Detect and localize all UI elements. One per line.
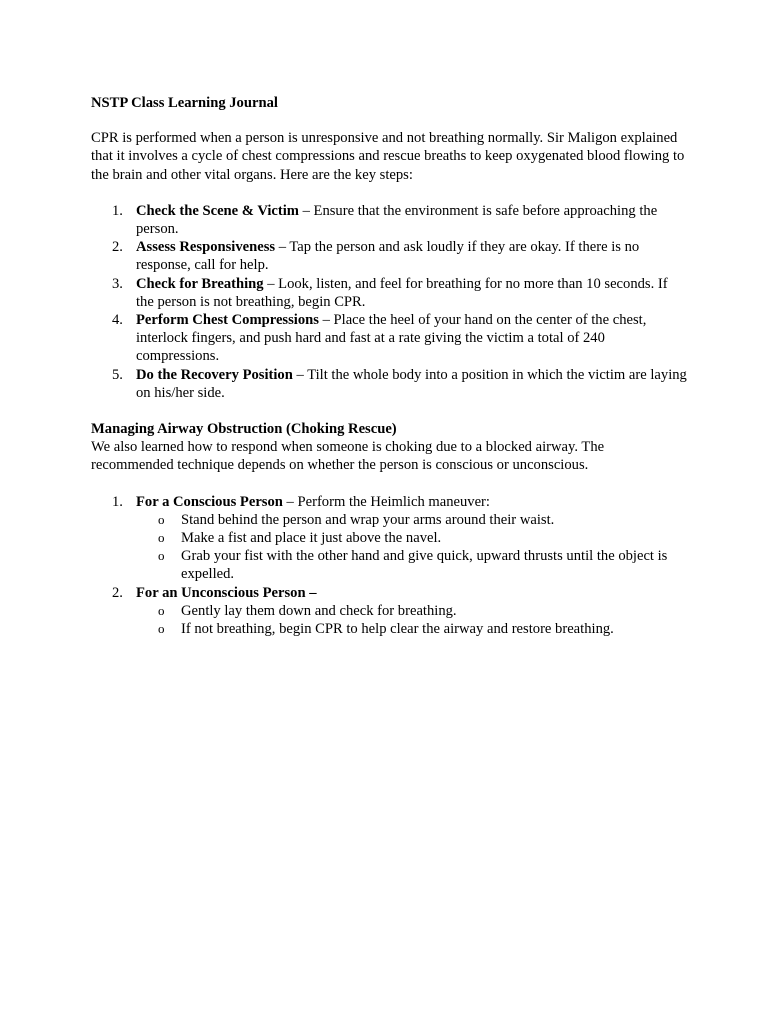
bullet-icon: o — [158, 511, 165, 527]
sub-item-text: If not breathing, begin CPR to help clear the airway and restore breathing. — [181, 621, 614, 638]
sub-list-item — [136, 511, 687, 529]
intro-paragraph: CPR is performed when a person is unresponsive and not breathing normally. Sir Maligon explained that it involves a cycle of chest compressions and rescue breaths to keep oxygenated blood flowing to the brain and other vital organs. Here are the key steps: — [91, 130, 685, 183]
bullet-icon: o — [158, 621, 165, 637]
step-text: – Place the heel of your hand on the center of the chest, interlock fingers, and push hard and fast at a rate giving the victim a total of 240 compressions. — [136, 312, 647, 365]
sub-item-text: Make a fist and place it just above the navel. — [181, 530, 442, 547]
list-item — [91, 366, 687, 402]
sub-list-item — [136, 620, 687, 638]
sub-item-text: Stand behind the person and wrap your arms around their waist. — [181, 511, 555, 528]
sub-list — [136, 511, 687, 584]
list-item — [91, 493, 687, 584]
sub-list — [136, 602, 687, 638]
spacer — [91, 112, 687, 129]
step-text: – Ensure that the environment is safe before approaching the person. — [136, 202, 658, 238]
sub-item-text: Gently lay them down and check for breathing. — [181, 602, 457, 619]
document-title: NSTP Class Learning Journal — [91, 95, 278, 111]
spacer — [91, 184, 687, 202]
list-item — [91, 238, 687, 274]
step-text: – Tap the person and ask loudly if they are okay. If there is no response, call for help. — [136, 239, 640, 274]
list-number: 3. — [112, 275, 123, 292]
step-text: – Tilt the whole body into a position in which the victim are laying on his/her side. — [136, 366, 687, 401]
list-number: 4. — [112, 312, 123, 329]
sub-list-item — [136, 529, 687, 547]
document-page — [91, 94, 687, 638]
step-term: Perform Chest Compressions — [136, 312, 319, 329]
step-term: For a Conscious Person — [136, 493, 283, 510]
list-number: 2. — [112, 584, 123, 601]
section-heading: Managing Airway Obstruction (Choking Rescue) — [91, 421, 397, 438]
list-item — [91, 202, 687, 238]
sub-item-text: Grab your fist with the other hand and give quick, upward thrusts until the object is expelled. — [181, 548, 668, 583]
bullet-icon: o — [158, 548, 165, 564]
list-item — [91, 584, 687, 639]
bullet-icon: o — [158, 602, 165, 618]
list-item — [91, 275, 687, 311]
airway-intro-paragraph: We also learned how to respond when someone is choking due to a blocked airway. The recommended technique depends on whether the person is conscious or unconscious. — [91, 439, 605, 474]
list-number: 1. — [112, 202, 123, 219]
spacer — [91, 475, 687, 493]
list-number: 2. — [112, 239, 123, 256]
airway-steps-list — [91, 493, 687, 639]
list-number: 1. — [112, 493, 123, 510]
step-text: – Perform the Heimlich maneuver: — [282, 493, 490, 510]
step-term: Check the Scene & Victim — [136, 202, 299, 219]
spacer — [91, 402, 687, 420]
sub-list-item — [136, 547, 687, 583]
step-term: Check for Breathing — [136, 275, 264, 292]
step-term: Do the Recovery Position — [136, 366, 293, 383]
step-term: Assess Responsiveness — [136, 239, 276, 256]
list-item — [91, 311, 687, 366]
step-text: – Look, listen, and feel for breathing for no more than 10 seconds. If the person is not breathing, begin CPR. — [136, 275, 668, 310]
sub-list-item — [136, 602, 687, 620]
cpr-steps-list — [91, 202, 687, 402]
bullet-icon: o — [158, 530, 165, 546]
list-number: 5. — [112, 366, 123, 383]
step-term: For an Unconscious Person – — [136, 584, 317, 601]
